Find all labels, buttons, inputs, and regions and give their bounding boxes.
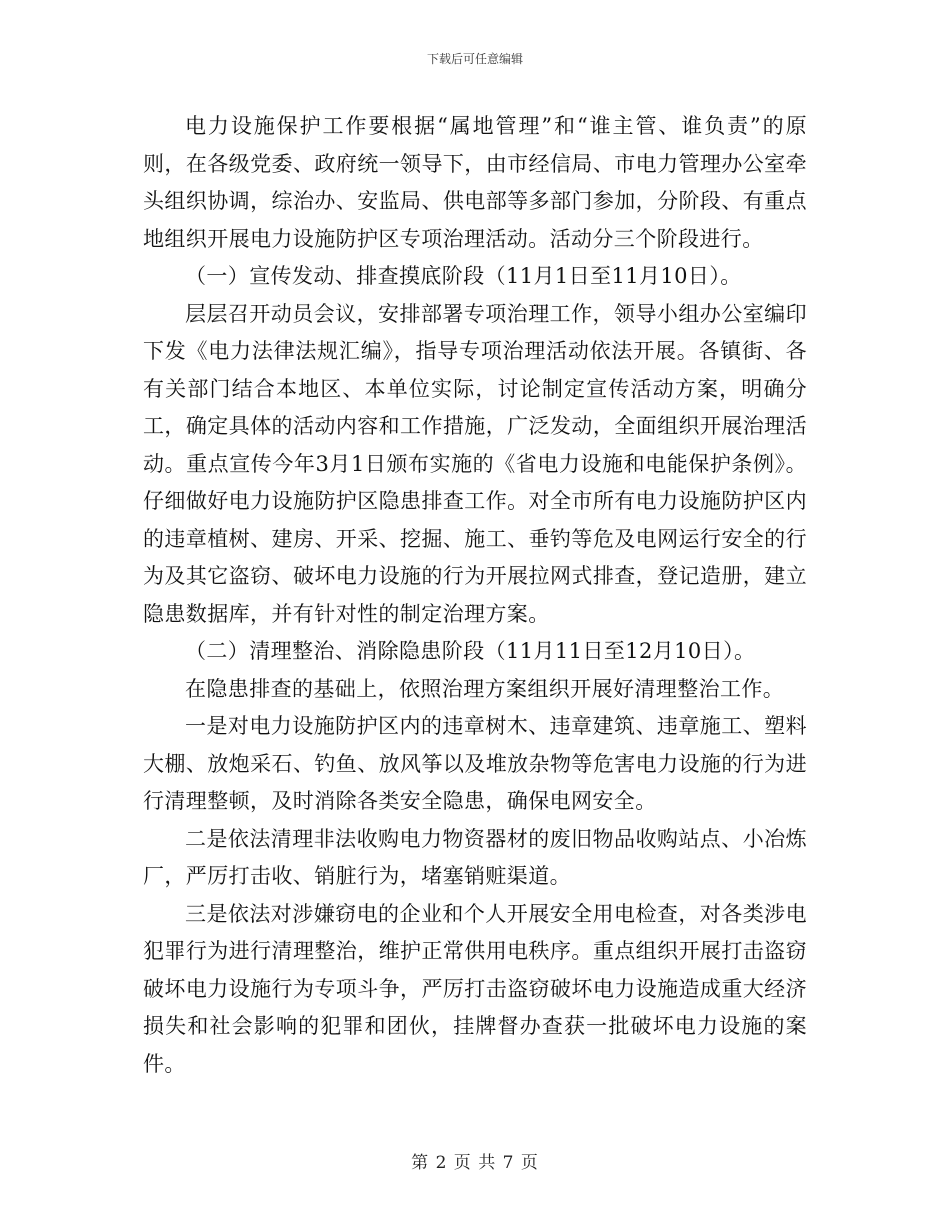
section-heading-1: （一）宣传发动、排查摸底阶段（11月1日至11月10日）。	[185, 264, 742, 288]
page-number: 第 2 页 共 7 页	[411, 1153, 539, 1173]
paragraph-rectification-intro: 在隐患排查的基础上，依照治理方案组织开展好清理整治工作。	[185, 676, 785, 701]
page-header: 下载后可任意编辑	[426, 52, 523, 66]
paragraph-principle: 电力设施保护工作要根据“属地管理”和“谁主管、谁负责”的原则，在各级党委、政府统一领导下，由市经信局、市电力管理办公室牵头组织协调，综治办、安监局、供电部等多部门参加，分阶段、有重点地组织开展电力设施防护区专项治理活动。活动分三个阶段进行。	[143, 114, 807, 251]
paragraph-item-3: 三是依法对涉嫌窃电的企业和个人开展安全用电检查，对各类涉电犯罪行为进行清理整治，维护正常供用电秩序。重点组织开展打击盗窃破坏电力设施行为专项斗争，严厉打击盗窃破坏电力设施造成重大经济损失和社会影响的犯罪和团伙，挂牌督办查获一批破坏电力设施的案件。	[143, 901, 807, 1076]
section-heading-2: （二）清理整治、消除隐患阶段（11月11日至12月10日）。	[185, 639, 756, 663]
paragraph-item-2: 二是依法清理非法收购电力物资器材的废旧物品收购站点、小冶炼厂，严厉打击收、销脏行为，堵塞销赃渠道。	[143, 826, 807, 888]
paragraph-item-1: 一是对电力设施防护区内的违章树木、违章建筑、违章施工、塑料大棚、放炮采石、钓鱼、放风筝以及堆放杂物等危害电力设施的行为进行清理整顿，及时消除各类安全隐患，确保电网安全。	[143, 714, 807, 813]
paragraph-publicity: 层层召开动员会议，安排部署专项治理工作，领导小组办公室编印下发《电力法律法规汇编》，指导专项治理活动依法开展。各镇街、各有关部门结合本地区、本单位实际，讨论制定宣传活动方案，明确分工，确定具体的活动内容和工作措施，广泛发动，全面组织开展治理活动。重点宣传今年3月1日颁布实施的《省电力设施和电能保护条例》。仔细做好电力设施防护区隐患排查工作。对全市所有电力设施防护区内的违章植树、建房、开采、挖掘、施工、垂钓等危及电网运行安全的行为及其它盗窃、破坏电力设施的行为开展拉网式排查，登记造册，建立隐患数据库，并有针对性的制定治理方案。	[143, 301, 807, 626]
document-body	[143, 108, 807, 1083]
